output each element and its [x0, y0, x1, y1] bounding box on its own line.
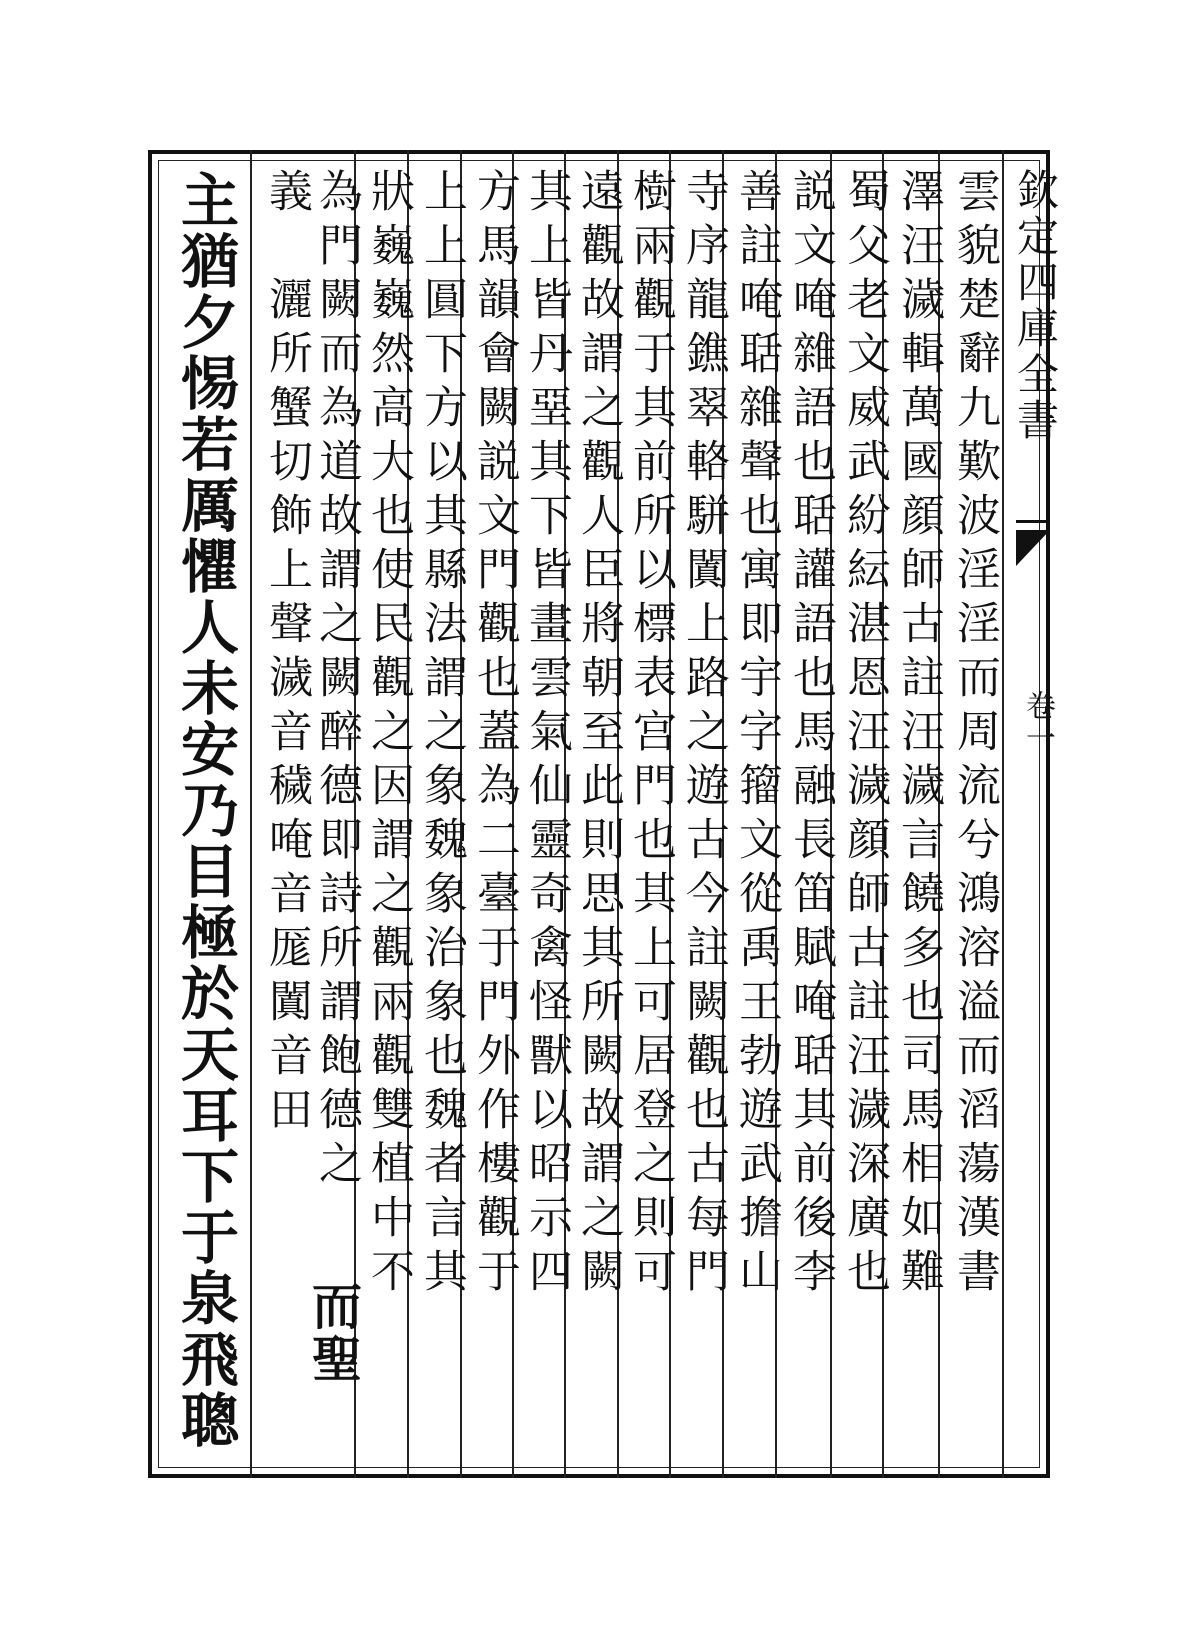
text-column: 雲貌楚辭九歎波淫淫而周流兮鴻溶溢而滔蕩漢書: [949, 168, 1000, 1302]
text-column: 為門闕而為道故謂之闕醉德即詩所謂飽德之: [311, 168, 362, 1194]
text-column: 蜀父老文威武紛紜湛恩汪濊顔師古註汪濊深廣也: [839, 168, 890, 1302]
text-column: 説文唵雜語也聒讙語也馬融長笛賦唵聒其前後李: [785, 168, 836, 1302]
volume-label: 卷一: [1020, 690, 1055, 754]
main-text-fragment: 而聖: [304, 1280, 363, 1386]
text-column: 澤汪濊輯萬國顔師古註汪濊言饒多也司馬相如難: [893, 168, 944, 1302]
text-column: 善註唵聒雜聲也寓即宇字籀文從禹王勃遊武擔山: [731, 168, 782, 1302]
text-column: 義 灑所蟹切飾上聲濊音穢唵音厖闐音田: [261, 168, 312, 1140]
text-column: 樹兩觀于其前所以標表宫門也其上可居登之則可: [625, 168, 676, 1302]
text-column: 寺序龍鐎翠輅駢闐上路之遊古今註闕觀也古每門: [678, 168, 729, 1302]
column-rule: [1002, 150, 1004, 1478]
book-title-header: 欽定四庫全書: [1011, 168, 1060, 444]
text-column: 上上圓下方以其縣法謂之象魏象治象也魏者言其: [416, 168, 467, 1302]
main-text-column: 主猶夕惕若厲懼人未安乃目極於天耳下于泉飛聰: [171, 170, 239, 1451]
fish-tail-mark: [1016, 530, 1050, 566]
column-rule: [250, 150, 252, 1478]
text-column: 其上皆丹堊其下皆畫雲氣仙靈奇禽怪獸以昭示四: [521, 168, 572, 1302]
text-column: 遠觀故謂之觀人臣將朝至此則思其所闕故謂之闕: [573, 168, 624, 1302]
fish-tail-line: [1016, 520, 1050, 523]
text-column: 狀巍巍然高大也使民觀之因謂之觀兩觀雙植中不: [363, 168, 414, 1302]
text-column: 方馬韻會闕説文門觀也蓋為二臺于門外作樓觀于: [469, 168, 520, 1302]
